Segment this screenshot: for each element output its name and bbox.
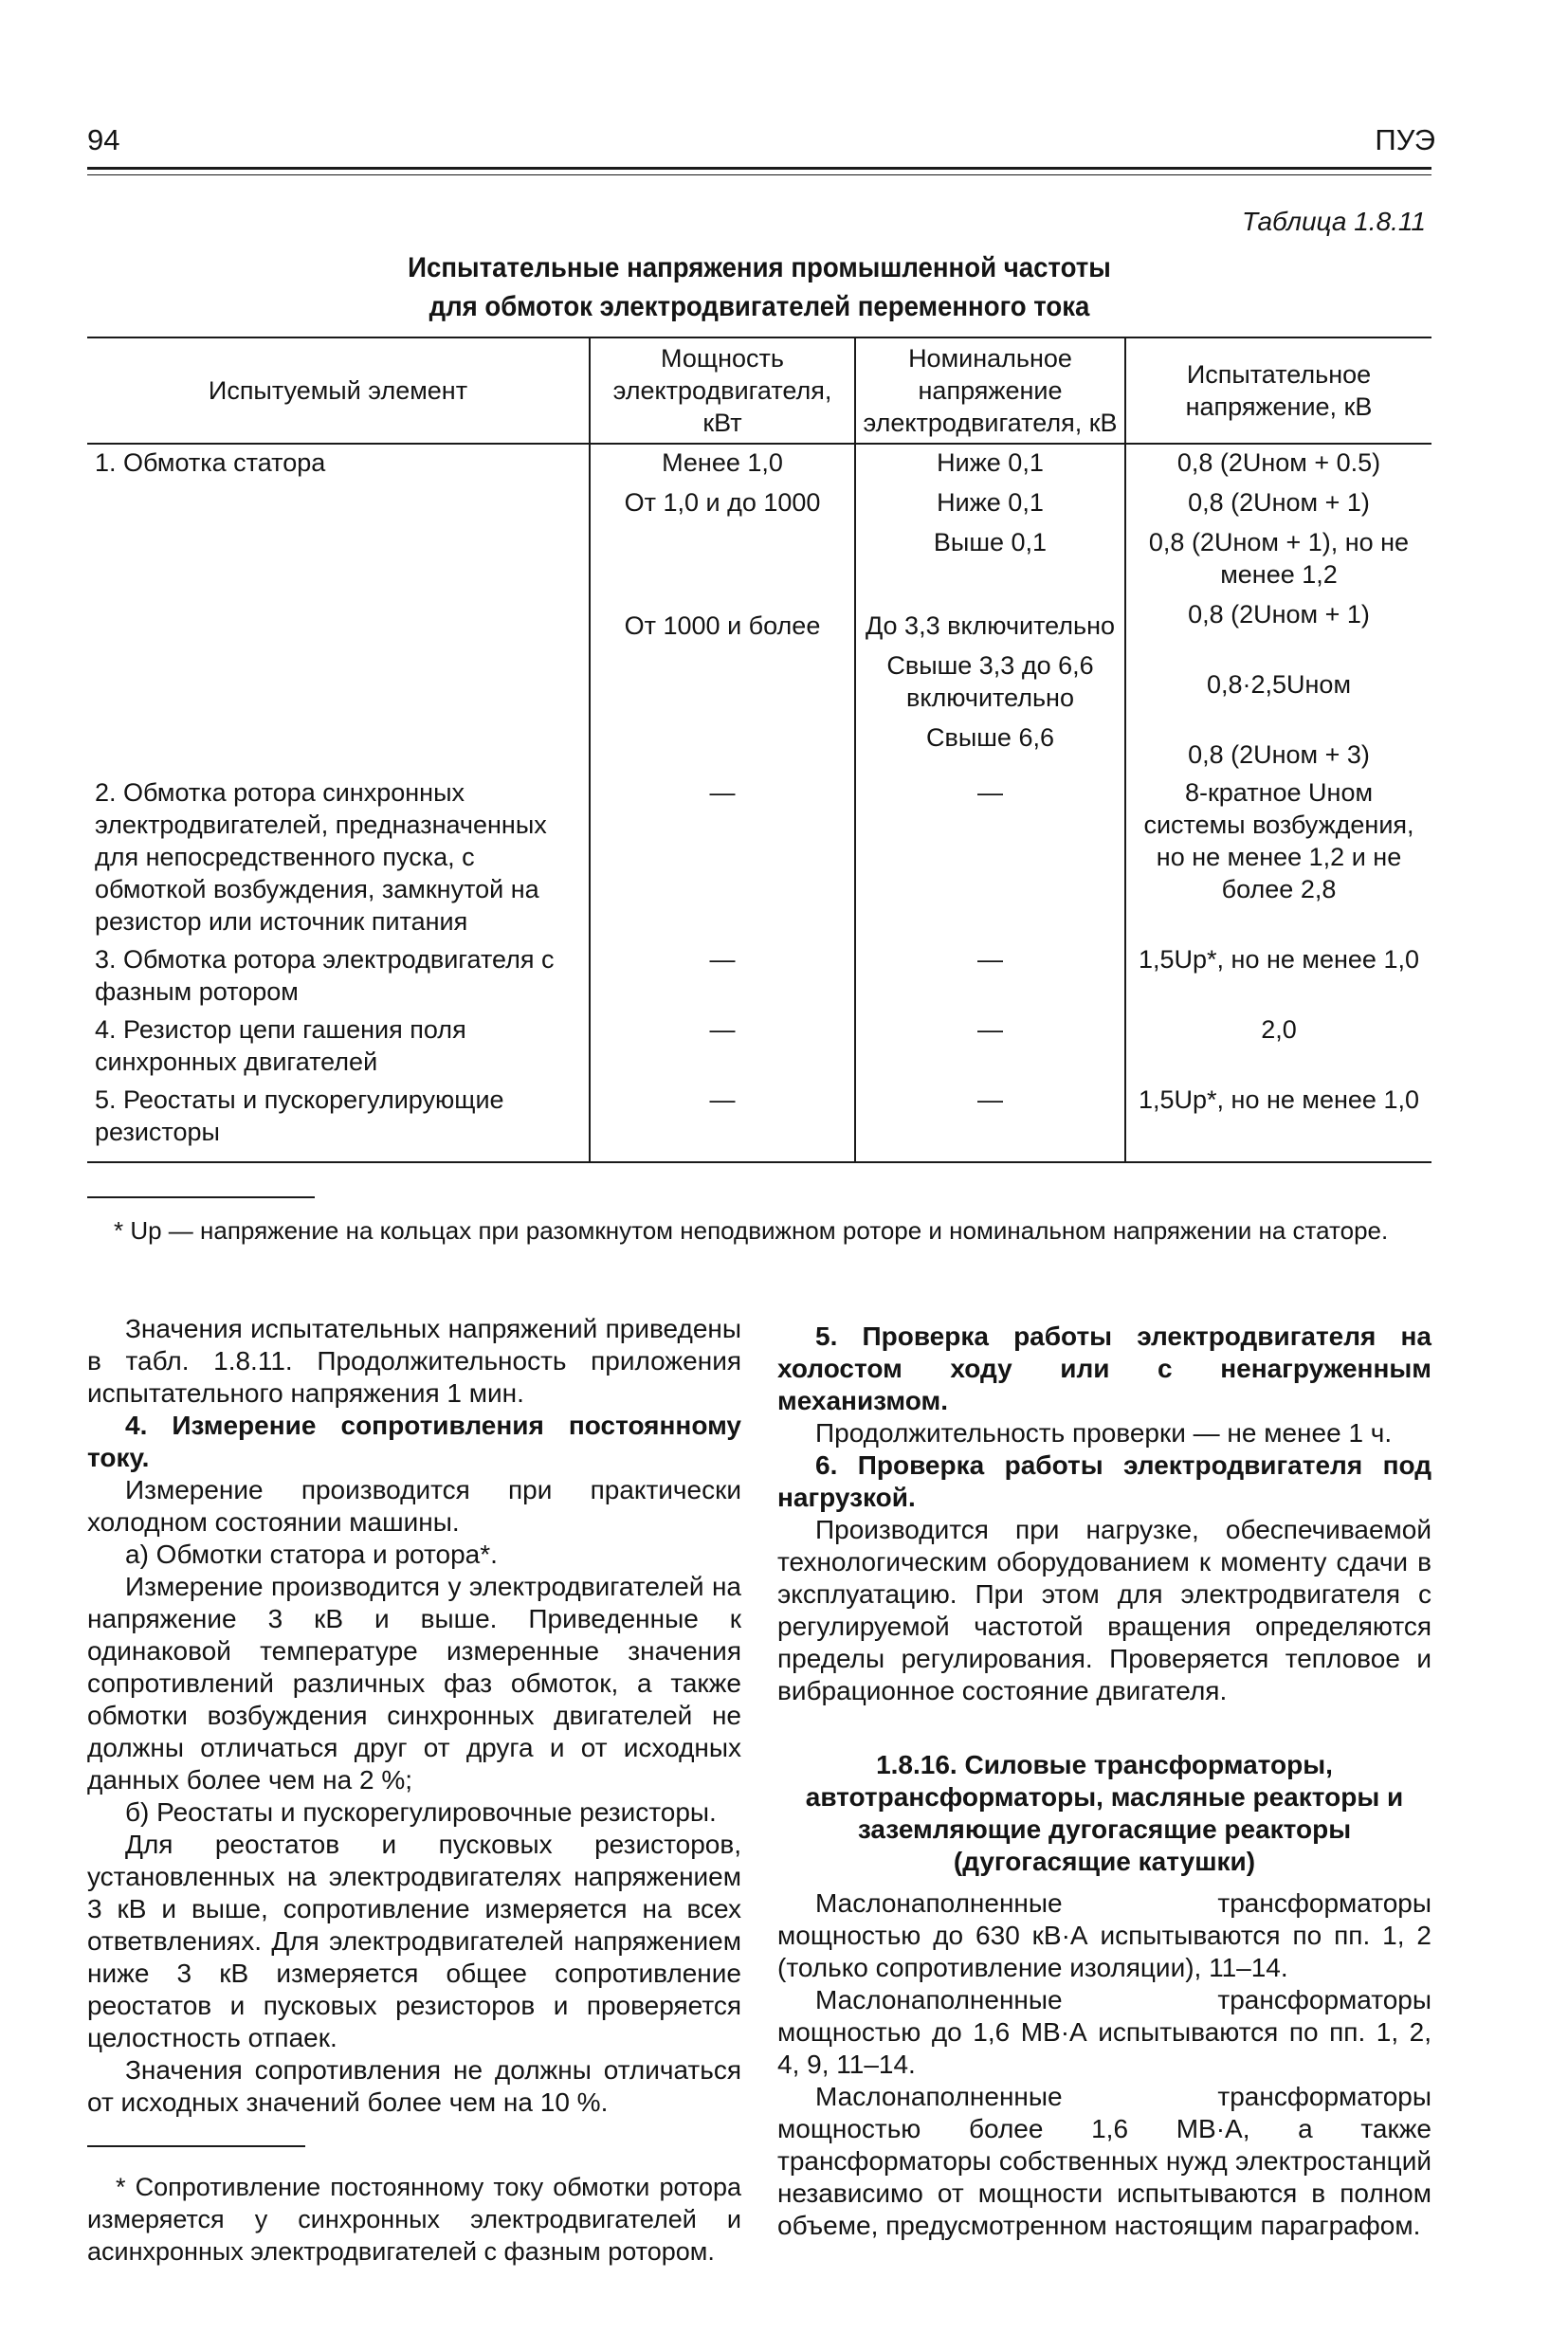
voltage-value: До 3,3 включительно [865,611,1116,640]
paragraph: Измерение производится у электродвигателей на напряжение 3 кВ и выше. Приведенные к одинаковой температуре измеренные значения сопротивлений различных фаз обмоток, а также обмотки возбуждения синхронных двигателей не должны отличаться друг от друга и от исходных данных более чем на 2 %; [87,1572,741,1795]
column-header-element: Испытуемый элемент [87,337,590,444]
table-row [87,444,1431,775]
paragraph: б) Реостаты и пускорегулировочные резисторы. [125,1797,717,1827]
table-header-row [87,337,1431,444]
cell-power: — [590,1082,855,1162]
power-value: От 1,0 и до 1000 [624,488,821,517]
page-footnote: * Сопротивление постоянному току обмотки ротора измеряется у синхронных электродвигателей и асинхронных электродвигателей с фазным ротором. [87,2173,741,2266]
table-title [141,248,1378,326]
cell-test-voltage: 8-кратное Uном системы возбуждения, но не менее 1,2 и не более 2,8 [1125,775,1431,941]
test-voltage-value: 0,8 (2Uном + 3) [1188,740,1370,769]
test-voltage-value: 0,8·2,5Uном [1206,670,1352,699]
cell-test-voltage: 2,0 [1125,1011,1431,1082]
paragraph: Для реостатов и пусковых резисторов, установленных на электродвигателях напряжением 3 кВ и выше, сопротивление измеряется на всех ответвлениях. Для электродвигателей напряжением ниже 3 кВ измеряется общее сопротивление реостатов и пусковых резисторов и проверяется целостность отпаек. [87,1830,741,2052]
cell-test-voltage: 1,5Uр*, но не менее 1,0 [1125,941,1431,1011]
cell-power [590,444,855,775]
header-rule-thin [87,174,1431,175]
table-title-line-1: Испытательные напряжения промышленной частоты [408,252,1111,283]
paragraph: Продолжительность проверки — не менее 1 ч. [815,1418,1393,1448]
section-heading-6: 6. Проверка работы электродвигателя под нагрузкой. [777,1450,1431,1512]
page-number: 94 [87,123,120,156]
table-row [87,1011,1431,1082]
power-value: Менее 1,0 [662,448,783,477]
cell-element: 5. Реостаты и пускорегулирующие резисторы [87,1082,590,1162]
cell-test-voltage [1125,444,1431,775]
column-header-power: Мощность электродвигателя, кВт [590,337,855,444]
voltage-value: Ниже 0,1 [937,488,1044,517]
column-header-rated-voltage: Номинальное напряжение электродвигателя, кВ [855,337,1125,444]
paragraph: а) Обмотки статора и ротора*. [125,1540,498,1569]
cell-element: 4. Резистор цепи гашения поля синхронных двигателей [95,1015,466,1076]
header-rule [87,167,1431,170]
paragraph: Значения сопротивления не должны отличаться от исходных значений более чем на 10 %. [87,2055,741,2117]
table-footnote: * Uр — напряжение на кольцах при разомкнутом неподвижном роторе и номинальном напряжении на статоре. [114,1216,1389,1245]
table-row [87,775,1431,941]
paragraph: Маслонаполненные трансформаторы мощностью до 630 кВ·А испытываются по пп. 1, 2 (только сопротивление изоляции), 11–14. [777,1888,1431,1982]
cell-power: — [590,941,855,1011]
right-column [777,1321,1431,2242]
table-row [87,941,1431,1011]
cell-element: 3. Обмотка ротора электродвигателя с фазным ротором [95,945,555,1006]
voltage-value: Свыше 6,6 [926,723,1054,752]
left-column [87,1313,741,2119]
power-value: От 1000 и более [624,611,821,640]
paragraph: Маслонаполненные трансформаторы мощностью более 1,6 МВ·А, а также трансформаторы собственных нужд электростанций независимо от мощности испытываются в полном объеме, предусмотренном настоящим параграфом. [777,2082,1431,2240]
cell-rated-voltage: — [855,941,1125,1011]
test-voltage-value: 0,8 (2Uном + 0.5) [1176,448,1381,477]
cell-test-voltage: 1,5Uр*, но не менее 1,0 [1125,1082,1431,1162]
paragraph: Производится при нагрузке, обеспечиваемой технологическим оборудованием к моменту сдачи в эксплуатацию. При этом для электродвигателя с регулируемой частотой вращения определяются пределы регулирования. Проверяется тепловое и вибрационное состояние двигателя. [777,1515,1431,1705]
paragraph: Маслонаполненные трансформаторы мощностью до 1,6 МВ·А испытываются по пп. 1, 2, 4, 9, 11–14. [777,1985,1431,2079]
section-title: 1.8.16. Силовые трансформаторы, автотрансформаторы, масляные реакторы и заземляющие дугогасящие реакторы (дугогасящие катушки) [805,1750,1404,1876]
running-title: ПУЭ [1375,123,1435,156]
table-caption: Таблица 1.8.11 [1241,207,1426,236]
test-voltage-value: 0,8 (2Uном + 1) [1188,488,1370,517]
test-voltage-value: 0,8 (2Uном + 1) [1188,600,1370,629]
table-row [87,1082,1431,1162]
cell-element: 2. Обмотка ротора синхронных электродвигателей, предназначенных для непосредственного пуска, с обмоткой возбуждения, замкнутой на резистор или источник питания [95,778,547,936]
cell-power: — [590,1011,855,1082]
section-heading-4: 4. Измерение сопротивления постоянному току. [87,1411,741,1472]
section-heading-5: 5. Проверка работы электродвигателя на холостом ходу или с ненагруженным механизмом. [777,1321,1431,1415]
cell-element: 1. Обмотка статора [95,448,326,477]
voltage-value: Ниже 0,1 [937,448,1044,477]
table-title-line-2: для обмоток электродвигателей переменного тока [428,291,1090,322]
cell-rated-voltage: — [855,1011,1125,1082]
cell-power: — [590,775,855,941]
test-voltage-value: 0,8 (2Uном + 1), но не менее 1,2 [1148,528,1410,589]
voltage-value: Выше 0,1 [933,528,1048,556]
footnote-rule [87,2145,305,2147]
cell-rated-voltage: — [855,775,1125,941]
footnote-rule [87,1196,315,1198]
paragraph: Значения испытательных напряжений приведены в табл. 1.8.11. Продолжительность приложения испытательного напряжения 1 мин. [87,1314,741,1408]
column-header-test-voltage: Испытательное напряжение, кВ [1125,337,1431,444]
paragraph: Измерение производится при практически холодном состоянии машины. [87,1475,741,1537]
test-voltage-table [87,337,1431,1163]
cell-rated-voltage: — [855,1082,1125,1162]
cell-rated-voltage [855,444,1125,775]
voltage-value: Свыше 3,3 до 6,6 включительно [886,651,1094,712]
